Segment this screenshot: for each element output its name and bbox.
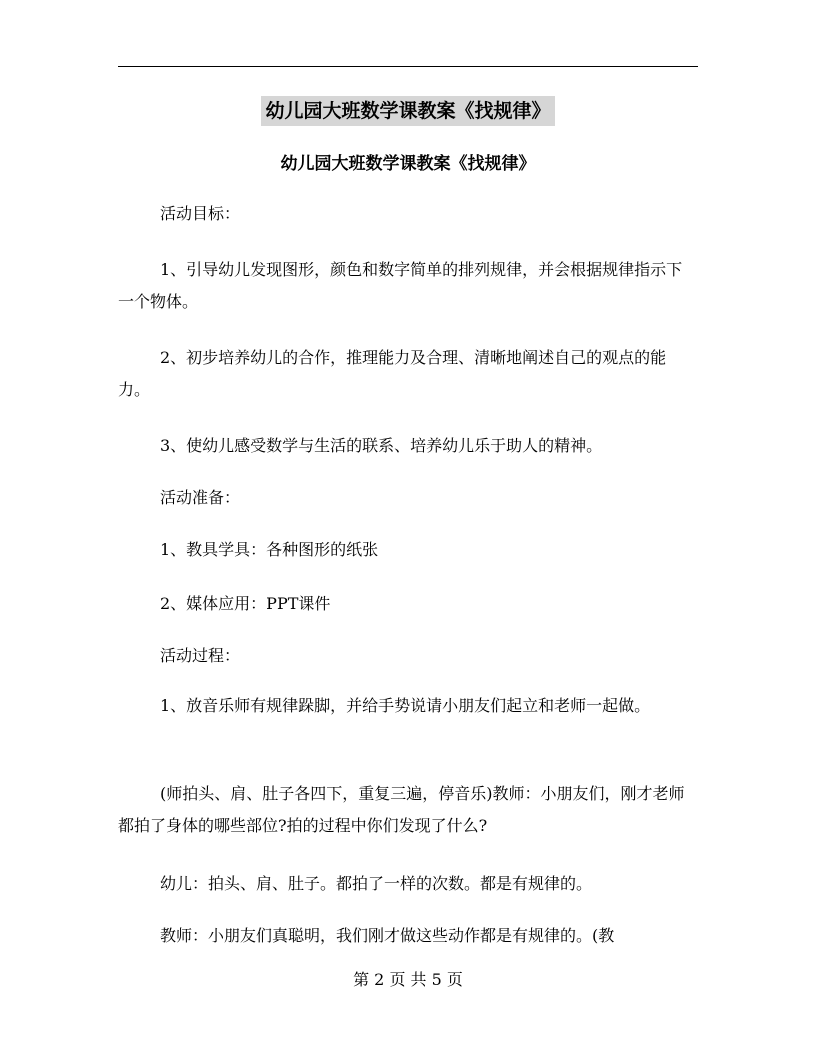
paragraph-objective-2: 2、初步培养幼儿的合作，推理能力及合理、清晰地阐述自己的观点的能力。	[118, 348, 667, 399]
paragraph-objective-1: 1、引导幼儿发现图形，颜色和数字简单的排列规律，并会根据规律指示下一个物体。	[118, 260, 683, 311]
paragraph-objective-3: 3、使幼儿感受数学与生活的联系、培养幼儿乐于助人的精神。	[160, 436, 603, 455]
paragraph-preparation-2: 2、媒体应用：PPT课件	[160, 594, 331, 613]
page-number-footer: 第 2 页 共 5 页	[353, 970, 463, 989]
paragraph-objectives-heading: 活动目标：	[160, 204, 241, 223]
paragraph-process-4: 教师：小朋友们真聪明，我们刚才做这些动作都是有规律的。(教	[160, 926, 615, 945]
header-rule	[118, 66, 698, 67]
paragraph-process-1: 1、放音乐师有规律跺脚，并给手势说请小朋友们起立和老师一起做。	[160, 696, 651, 715]
paragraph-preparation-heading: 活动准备：	[160, 488, 241, 507]
paragraph-process-2: (师拍头、肩、肚子各四下，重复三遍，停音乐)教师：小朋友们，刚才老师都拍了身体的哪些部位?拍的过程中你们发现了什么?	[118, 784, 685, 835]
paragraph-process-heading: 活动过程：	[160, 646, 241, 665]
running-header-title: 幼儿园大班数学课教案《找规律》	[261, 96, 554, 126]
paragraph-preparation-1: 1、教具学具：各种图形的纸张	[160, 540, 379, 559]
document-title: 幼儿园大班数学课教案《找规律》	[280, 154, 536, 174]
paragraph-process-3: 幼儿：拍头、肩、肚子。都拍了一样的次数。都是有规律的。	[160, 874, 593, 893]
running-header	[0, 96, 816, 126]
